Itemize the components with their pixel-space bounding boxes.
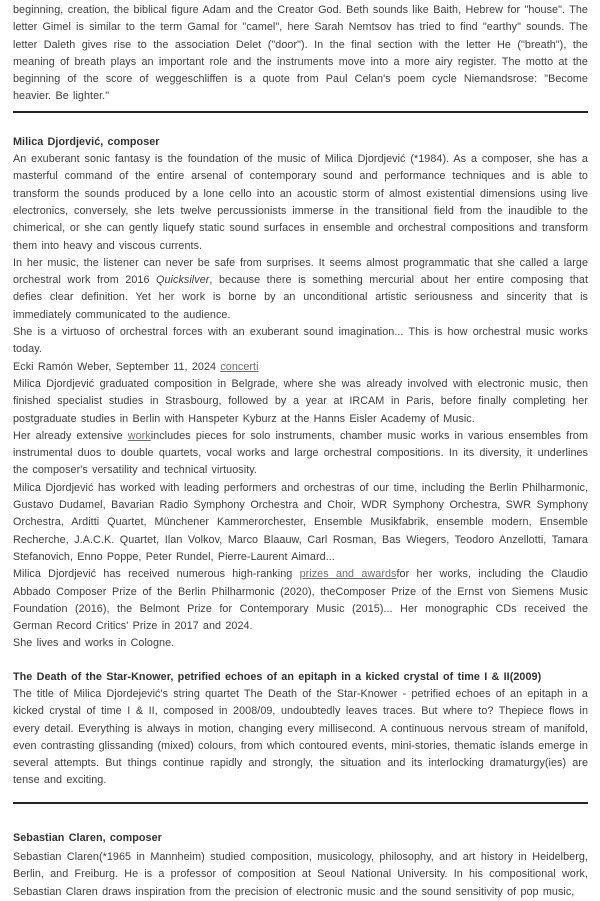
- text-run: for her works, including the Claudio Abbado Composer Prize of the Berlin Philharmonic (2020), theComposer Prize of the Ernst von Siemens Music Foundation (2016), the Belmont Prize for Contemporary Music (2015)... Her monographic CDs received the German Record Critics' Prize in 2017 and 2024.: [13, 568, 588, 633]
- text-run: She lives and works in Cologne.: [13, 637, 175, 650]
- section-milica-bio: [13, 134, 588, 653]
- quicksilver-work-title: Quicksilver: [156, 274, 210, 287]
- intro-paragraph: [13, 2, 588, 106]
- text-run: Sebastian Claren(*1965 in Mannheim) studied composition, musicology, philosophy, and art history in Heidelberg, Berlin, and Freiburg. He is a professor of composition at Seoul National University. In his compositional work, Sebastian Claren draws inspiration from the precision of electronic music and the sound sensitivity of pop music,: [13, 851, 588, 898]
- text-run: The title of Milica Djordejević's string quartet The Death of the Star-Knower - petrified echoes of an epitaph in a kicked crystal of time I & II, composed in 2008/09, undoubtedly leaves traces. But where to? Thepiece flows in every detail. Everything is always in motion, changing every millisecond. A continuous nervous stream of manifold, even contrasting glissanding (mixed) colours, from which contoured events, mini-stories, thematic islands emerge in several attempts. But things continue rapidly and strongly, the situation and its interlocking dramaturgy(ies) are tense and exciting.: [13, 687, 588, 787]
- section-divider-1: [13, 111, 588, 113]
- milica-paragraph-works: [13, 428, 588, 480]
- text-run: She is a virtuoso of orchestral forces with an exuberant sound imagination... This is how orchestral music works today.: [13, 326, 588, 356]
- section-star-knower: [13, 669, 588, 790]
- text-run: An exuberant sonic fantasy is the foundation of the music of Milica Djordjević (*1984). As a composer, she has a masterful command of the entire arsenal of contemporary sound and performance techniques and is able to transform the sounds produced by a lone cello into an acoustic storm of almost existential dimensions using live electronics, conversely, she lets twelve percussionists immerse in the transitional field from the inaudible to the chimerical, or she can gently liquefy static sound surfaces in ensemble and orchestral compositions and transform them into heavy and viscous currents.: [13, 153, 588, 252]
- intro-text: beginning, creation, the biblical figure Adam and the Creator God. Beth sounds like Baith, Hebrew for "house". The letter Gimel is similar to the term Gamal for "camel", here Sarah Nemtsov has tried to find "earthy" sounds. The letter Daleth gives rise to the association Delet ("door"). In the final section with the letter He ("breath"), the meaning of breath plays an important role and the instruments move into a more airy register. The motto at the beginning of the score of weggeschliffen is a quote from Paul Celan's poem cycle Niemandsrose: "Become heavier. Be lighter.": [13, 4, 588, 103]
- milica-quote-line: [13, 324, 588, 359]
- milica-paragraph-overview: [13, 151, 588, 255]
- text-run: In her music, the listener can never be safe from surprises. It seems almost programmatic that she called a large orchestral work from 2016: [13, 256, 588, 287]
- milica-composer-heading: Milica Djordjević, composer: [13, 135, 160, 148]
- prizes-awards-link[interactable]: prizes and awards: [299, 568, 397, 581]
- concerti-link[interactable]: concerti: [220, 360, 259, 373]
- milica-paragraph-surprises: [13, 255, 588, 324]
- star-knower-title-heading: The Death of the Star-Knower, petrified echoes of an epitaph in a kicked crystal of time I & II(2009): [13, 670, 542, 683]
- text-run: includes pieces for solo instruments, chamber music works in various ensembles from instrumental duos to double quartets, vocal works and large orchestral compositions. In its diversity, it underlines the composer's versatility and technical virtuosity.: [13, 429, 588, 477]
- text-run: Milica Djordjević has worked with leading performers and orchestras of our time, including the Berlin Philharmonic, Gustavo Dudamel, Bavarian Radio Symphony Orchestra and Choir, WDR Symphony Orchestra, SWR Symphony Orchestra, Arditti Quartet, Münchener Kammerorchester, Ensemble Musikfabrik, ensemble modern, Ensemble Recherche, J.A.C.K. Quartet, Ilan Volkov, Marco Blaauw, Carl Rosman, Bas Wiegers, Teodoro Anzellotti, Tamara Stefanovich, Enno Poppe, Peter Rundel, Pierre-Laurent Aimard...: [13, 481, 588, 563]
- milica-residence-line: [13, 635, 588, 652]
- milica-attribution-line: [13, 359, 588, 376]
- claren-composer-heading: Sebastian Claren, composer: [13, 831, 162, 844]
- milica-paragraph-prizes: [13, 566, 588, 635]
- section-claren-bio: [13, 830, 588, 901]
- milica-paragraph-education: [13, 376, 588, 428]
- section-divider-2: [13, 802, 588, 804]
- text-run: , because there is something mercurial about her entire composing that defies clear definition. Yet her work is borne by an unconditional artistic seriousness and sincerity that is immediately communicated to the audience.: [13, 274, 588, 321]
- claren-paragraph: [13, 849, 588, 901]
- star-knower-paragraph: [13, 686, 588, 790]
- milica-paragraph-collaborations: [13, 480, 588, 566]
- work-link[interactable]: work: [127, 429, 151, 442]
- text-run: Her already extensive: [13, 429, 128, 442]
- text-run: Milica Djordjević has received numerous high-ranking: [13, 568, 300, 581]
- text-run: Ecki Ramón Weber, September 11, 2024: [13, 360, 221, 373]
- text-run: Milica Djordjević graduated composition in Belgrade, where she was already involved with electronic music, then finished specialist studies in Strasbourg, followed by a year at IRCAM in Paris, before finally completing her postgraduate studies in Berlin with Hanspeter Kyburz at the Hanns Eisler Academy of Music.: [13, 377, 588, 425]
